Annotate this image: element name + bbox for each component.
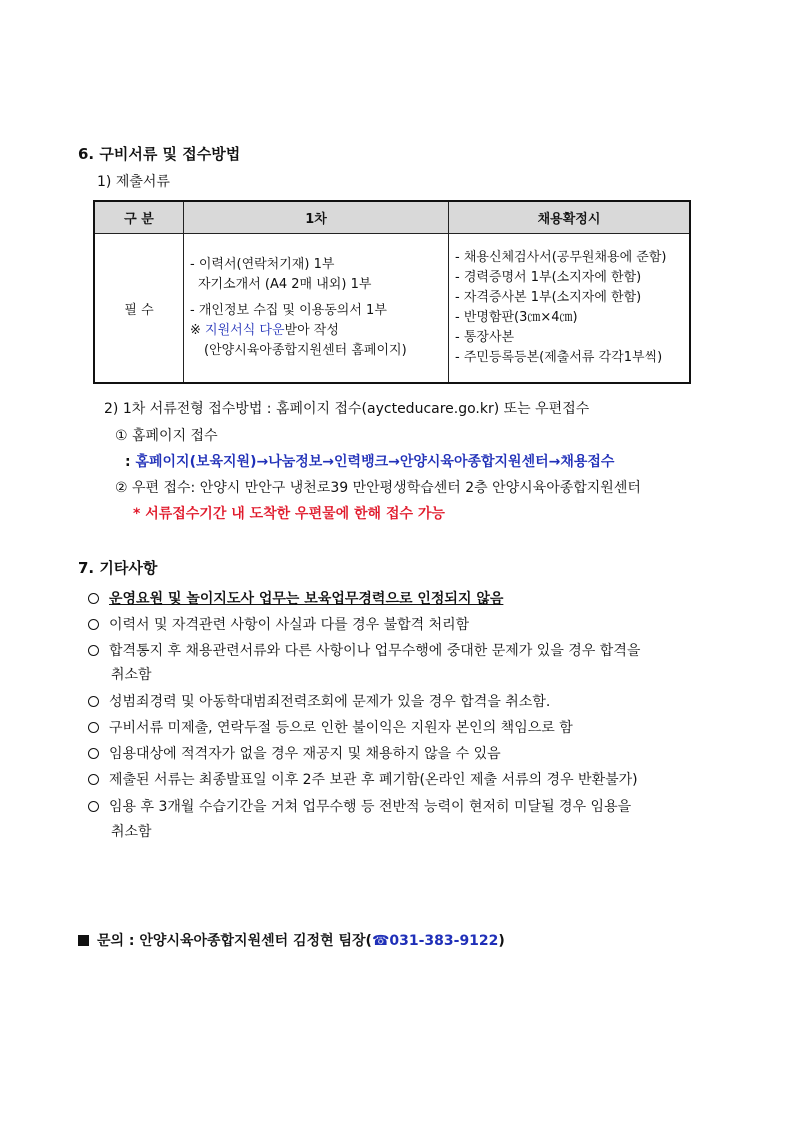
first-doc-line: - 이력서(연락처기재) 1부 [190, 257, 335, 272]
path-prefix: : [125, 454, 136, 470]
circle-bullet-icon [88, 774, 99, 785]
list-item [88, 796, 631, 816]
hire-doc-line: - 채용신체검사서(공무원채용에 준함) [455, 250, 667, 265]
circle-bullet-icon [88, 801, 99, 812]
homepage-method: ① 홈페이지 접수 [115, 428, 218, 444]
homepage-path-link[interactable]: 홈페이지(보육지원)→나눔정보→인력뱅크→안양시육아종합지원센터→채용접수 [135, 454, 615, 470]
list-item-continued: 취소함 [111, 824, 152, 840]
mail-deadline-note: * 서류접수기간 내 도착한 우편물에 한해 접수 가능 [133, 506, 445, 522]
form-download-note [190, 321, 448, 341]
circle-bullet-icon [88, 722, 99, 733]
bullet-text: 임용 후 3개월 수습기간을 거쳐 업무수행 등 전반적 능력이 현저히 미달될 경우 임용을 [109, 799, 632, 815]
hire-doc-line: - 자격증사본 1부(소지자에 한함) [455, 290, 642, 305]
hire-doc-line: - 경력증명서 1부(소지자에 한함) [455, 270, 642, 285]
hire-confirm-docs [449, 234, 691, 384]
contact-label: 문의 : 안양시육아종합지원센터 김정현 팀장( [97, 933, 372, 949]
square-bullet-icon [78, 935, 89, 946]
bullet-text: 성범죄경력 및 아동학대범죄전력조회에 문제가 있을 경우 합격을 취소함. [109, 694, 551, 710]
subsection-2-title: 2) 1차 서류전형 접수방법 : 홈페이지 접수(aycteducare.go.kr) 또는 우편접수 [104, 401, 590, 417]
form-download-link[interactable]: 지원서식 다운 [205, 323, 285, 338]
homepage-path [125, 451, 614, 471]
bullet-text: 구비서류 미제출, 연락두절 등으로 인한 불이익은 지원자 본인의 책임으로 함 [109, 720, 573, 736]
note-rest: 받아 작성 [284, 323, 339, 338]
bullet-text: 합격통지 후 채용관련서류와 다른 사항이나 업무수행에 중대한 문제가 있을 경우 합격을 [109, 643, 641, 659]
first-doc-line: 자기소개서 (A4 2매 내외) 1부 [198, 277, 372, 292]
list-item [88, 691, 550, 711]
circle-bullet-icon [88, 696, 99, 707]
first-round-docs [184, 234, 449, 384]
list-item [88, 614, 469, 634]
note-mark: ※ [190, 323, 206, 338]
note-paren: (안양시육아종합지원센터 홈페이지) [204, 343, 407, 358]
table-row [94, 234, 690, 384]
hire-doc-line: - 반명함판(3㎝×4㎝) [455, 310, 578, 325]
contact-phone[interactable]: ☎031-383-9122 [371, 933, 499, 949]
subsection-1-title: 1) 제출서류 [97, 174, 170, 190]
circle-bullet-icon [88, 645, 99, 656]
list-item [88, 743, 501, 763]
contact-close: ) [498, 933, 505, 949]
list-item-continued: 취소함 [111, 667, 152, 683]
header-category: 구 분 [94, 201, 184, 234]
bullet-text: 임용대상에 적격자가 없을 경우 재공지 및 채용하지 않을 수 있음 [109, 746, 501, 762]
hire-doc-line: - 통장사본 [455, 330, 515, 345]
circle-bullet-icon [88, 619, 99, 630]
row-category: 필 수 [94, 234, 184, 384]
bullet-text: 운영요원 및 놀이지도사 업무는 보육업무경력으로 인정되지 않음 [109, 591, 504, 607]
list-item [88, 640, 640, 660]
first-doc-line: - 개인정보 수집 및 이용동의서 1부 [190, 303, 387, 318]
list-item [88, 588, 503, 608]
list-item [88, 769, 638, 789]
section-7-title: 7. 기타사항 [78, 559, 158, 577]
bullet-text: 제출된 서류는 최종발표일 이후 2주 보관 후 폐기함(온라인 제출 서류의 경우 반환불가) [109, 772, 638, 788]
mail-method: ② 우편 접수: 안양시 만안구 냉천로39 만안평생학습센터 2층 안양시육아종합지원센터 [115, 480, 641, 496]
header-hire-confirm: 채용확정시 [449, 201, 691, 234]
documents-table [93, 200, 691, 384]
section-6-title: 6. 구비서류 및 접수방법 [78, 145, 241, 163]
list-item [88, 717, 573, 737]
header-first-round: 1차 [184, 201, 449, 234]
circle-bullet-icon [88, 748, 99, 759]
circle-bullet-icon [88, 593, 99, 604]
table-header-row [94, 201, 690, 234]
bullet-text: 이력서 및 자격관련 사항이 사실과 다를 경우 불합격 처리함 [109, 617, 470, 633]
contact-line [78, 930, 505, 950]
hire-doc-line: - 주민등록등본(제출서류 각각1부씩) [455, 350, 663, 365]
